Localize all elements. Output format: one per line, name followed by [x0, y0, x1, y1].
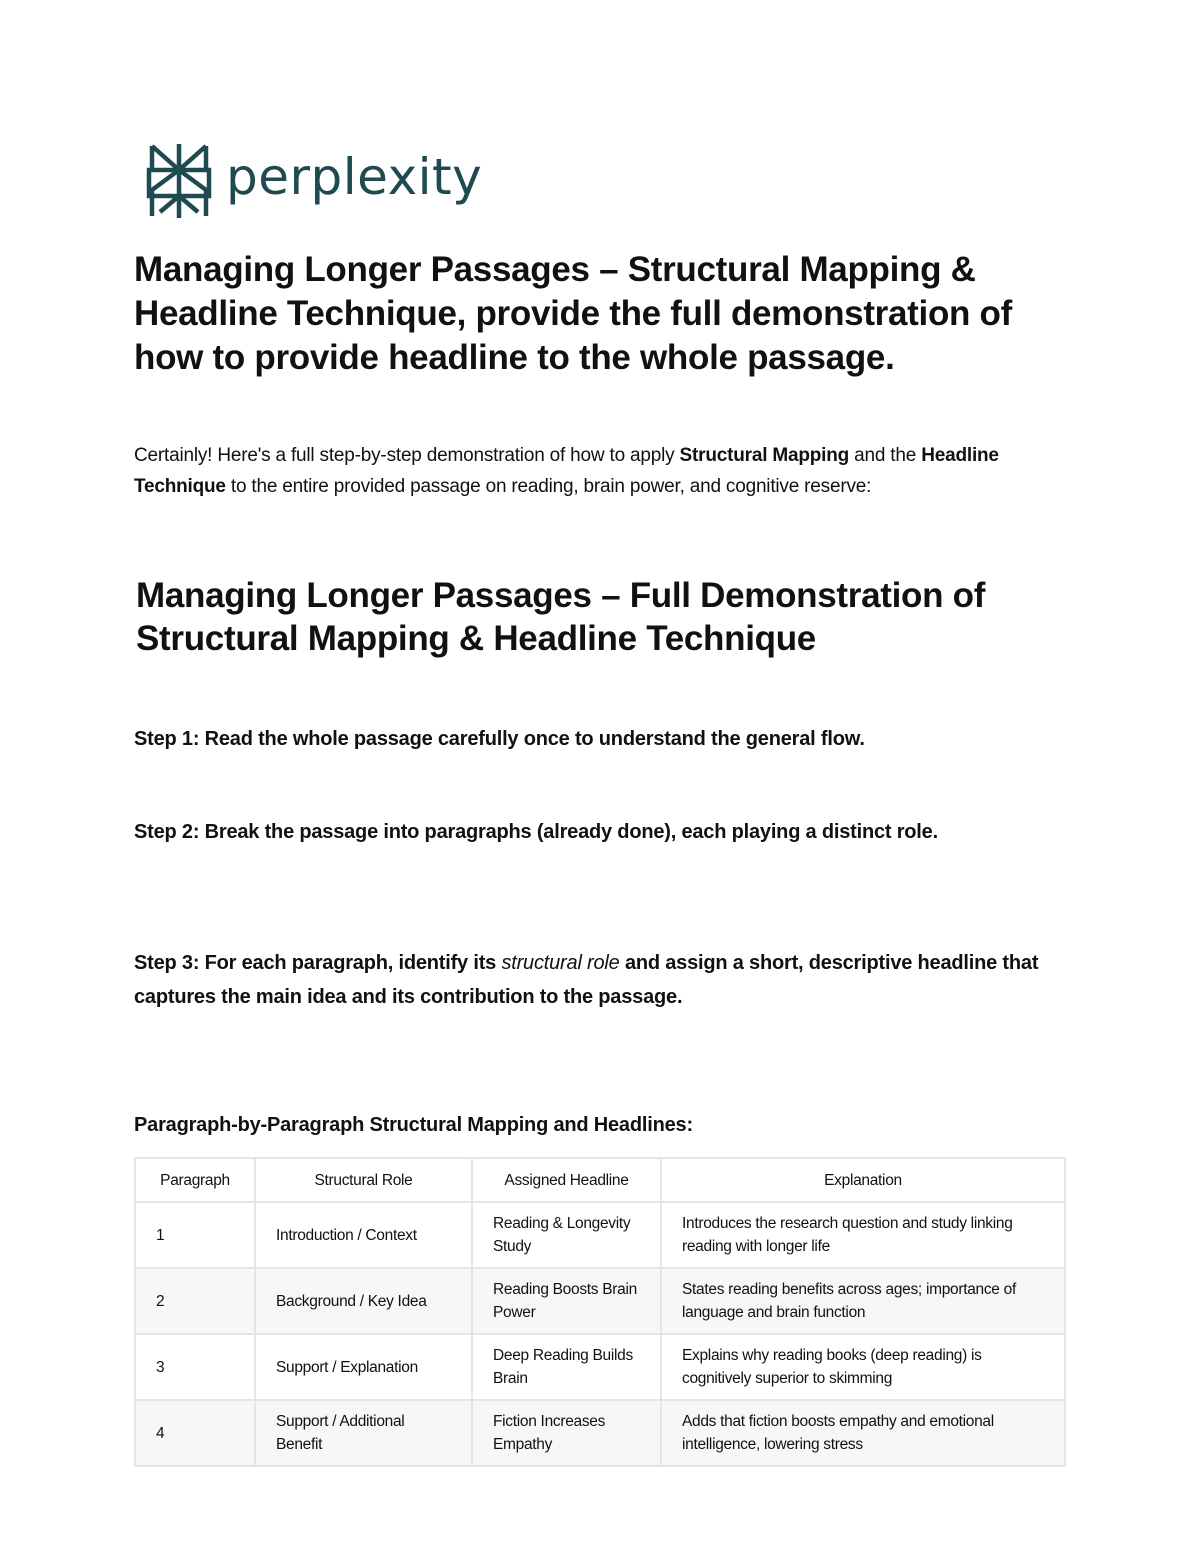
intro-text-2: and the — [849, 445, 922, 466]
table-row — [135, 1334, 1065, 1400]
intro-bold-structural-mapping: Structural Mapping — [679, 445, 850, 466]
cell-assigned-headline: Reading & Longevity Study — [472, 1202, 661, 1268]
header-assigned-headline: Assigned Headline — [472, 1158, 661, 1202]
step-3-text-2: and assign a short, descriptive headline that captures the main idea and its contribution to the passage. — [134, 952, 1039, 1008]
cell-assigned-headline: Fiction Increases Empathy — [472, 1400, 661, 1466]
cell-structural-role: Background / Key Idea — [255, 1268, 472, 1334]
cell-explanation: Introduces the research question and study linking reading with longer life — [661, 1202, 1065, 1268]
table-row — [135, 1202, 1065, 1268]
step-2: Step 2: Break the passage into paragraphs (already done), each playing a distinct role. — [134, 821, 938, 843]
header-explanation: Explanation — [661, 1158, 1065, 1202]
table-row — [135, 1268, 1065, 1334]
cell-paragraph: 4 — [135, 1400, 255, 1466]
cell-paragraph: 2 — [135, 1268, 255, 1334]
cell-paragraph: 1 — [135, 1202, 255, 1268]
cell-explanation: States reading benefits across ages; importance of language and brain function — [661, 1268, 1065, 1334]
section-heading: Managing Longer Passages – Full Demonstration of Structural Mapping & Headline Technique — [136, 576, 986, 658]
intro-text-1: Certainly! Here's a full step-by-step demonstration of how to apply — [134, 445, 680, 466]
cell-structural-role: Introduction / Context — [255, 1202, 472, 1268]
step-3 — [134, 946, 1064, 1014]
table-title: Paragraph-by-Paragraph Structural Mapping and Headlines: — [134, 1114, 693, 1136]
intro-paragraph — [134, 440, 1064, 502]
brand-logo — [146, 142, 482, 220]
step-3-text-1: Step 3: For each paragraph, identify its — [134, 952, 502, 974]
table-header-row — [135, 1158, 1065, 1202]
step-1: Step 1: Read the whole passage carefully once to understand the general flow. — [134, 728, 865, 750]
table-row — [135, 1400, 1065, 1466]
cell-structural-role: Support / Additional Benefit — [255, 1400, 472, 1466]
cell-assigned-headline: Deep Reading Builds Brain — [472, 1334, 661, 1400]
header-paragraph: Paragraph — [135, 1158, 255, 1202]
brand-name: perplexity — [226, 148, 483, 206]
perplexity-logo-icon — [146, 142, 212, 220]
cell-assigned-headline: Reading Boosts Brain Power — [472, 1268, 661, 1334]
cell-structural-role: Support / Explanation — [255, 1334, 472, 1400]
page-title: Managing Longer Passages – Structural Mapping & Headline Technique, provide the full demonstration of how to provide headline to the whole passage. — [134, 250, 1012, 377]
cell-explanation: Adds that fiction boosts empathy and emotional intelligence, lowering stress — [661, 1400, 1065, 1466]
cell-explanation: Explains why reading books (deep reading) is cognitively superior to skimming — [661, 1334, 1065, 1400]
step-3-italic: structural role — [501, 952, 620, 974]
intro-text-3: to the entire provided passage on reading, brain power, and cognitive reserve: — [225, 476, 872, 497]
intro-bold-headline-technique: Headline Technique — [134, 445, 999, 497]
cell-paragraph: 3 — [135, 1334, 255, 1400]
structural-mapping-table — [134, 1157, 1066, 1467]
header-structural-role: Structural Role — [255, 1158, 472, 1202]
